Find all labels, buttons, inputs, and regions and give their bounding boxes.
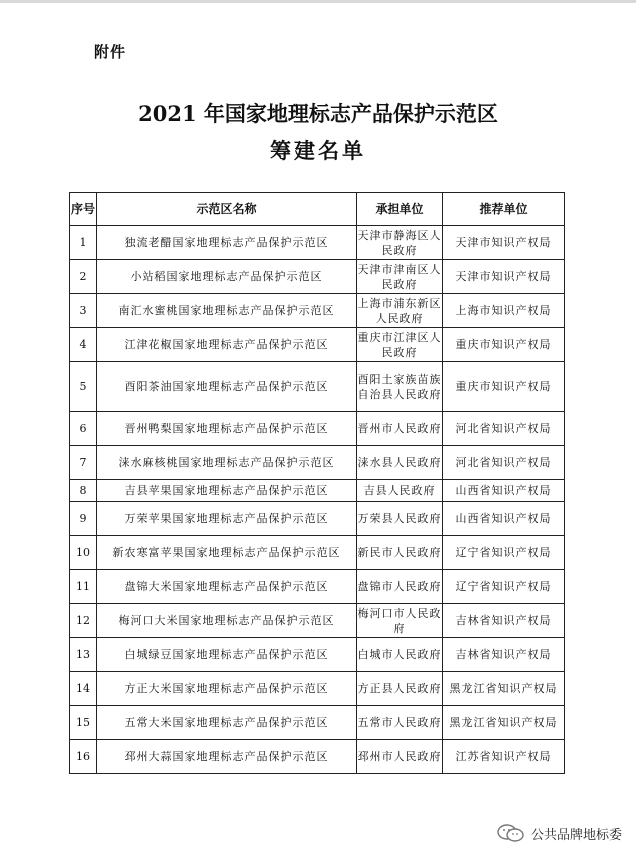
row-undertaker: 吉县人民政府 <box>357 480 443 502</box>
row-undertaker: 涞水县人民政府 <box>357 446 443 480</box>
row-recommender: 天津市知识产权局 <box>443 260 565 294</box>
row-recommender: 重庆市知识产权局 <box>443 328 565 362</box>
wechat-icon <box>496 823 526 843</box>
row-no: 2 <box>70 260 97 294</box>
watermark <box>496 823 622 843</box>
row-no: 6 <box>70 412 97 446</box>
row-recommender: 河北省知识产权局 <box>443 412 565 446</box>
row-recommender: 重庆市知识产权局 <box>443 362 565 412</box>
row-no: 10 <box>70 536 97 570</box>
table-row <box>70 638 565 672</box>
table-row <box>70 570 565 604</box>
row-undertaker: 邳州市人民政府 <box>357 740 443 774</box>
table-row <box>70 706 565 740</box>
row-name: 江津花椒国家地理标志产品保护示范区 <box>97 328 357 362</box>
table-row <box>70 362 565 412</box>
row-undertaker: 方正县人民政府 <box>357 672 443 706</box>
table-row <box>70 260 565 294</box>
row-recommender: 河北省知识产权局 <box>443 446 565 480</box>
row-undertaker: 梅河口市人民政府 <box>357 604 443 638</box>
col-header-recommender: 推荐单位 <box>443 193 565 226</box>
row-no: 9 <box>70 502 97 536</box>
row-recommender: 山西省知识产权局 <box>443 502 565 536</box>
row-name: 吉县苹果国家地理标志产品保护示范区 <box>97 480 357 502</box>
row-undertaker: 重庆市江津区人民政府 <box>357 328 443 362</box>
row-name: 小站稻国家地理标志产品保护示范区 <box>97 260 357 294</box>
row-no: 12 <box>70 604 97 638</box>
table-row <box>70 536 565 570</box>
row-undertaker: 万荣县人民政府 <box>357 502 443 536</box>
row-recommender: 上海市知识产权局 <box>443 294 565 328</box>
row-no: 4 <box>70 328 97 362</box>
table-row <box>70 502 565 536</box>
page-title: 2021 年国家地理标志产品保护示范区 <box>138 101 498 126</box>
row-undertaker: 天津市静海区人民政府 <box>357 226 443 260</box>
row-name: 邳州大蒜国家地理标志产品保护示范区 <box>97 740 357 774</box>
row-recommender: 吉林省知识产权局 <box>443 604 565 638</box>
table-row <box>70 604 565 638</box>
row-undertaker: 五常市人民政府 <box>357 706 443 740</box>
row-undertaker: 上海市浦东新区人民政府 <box>357 294 443 328</box>
row-no: 7 <box>70 446 97 480</box>
col-header-name: 示范区名称 <box>97 193 357 226</box>
row-recommender: 辽宁省知识产权局 <box>443 536 565 570</box>
attachment-label: 附件 <box>94 43 127 61</box>
row-no: 13 <box>70 638 97 672</box>
page-subtitle: 筹建名单 <box>270 138 366 163</box>
row-undertaker: 盘锦市人民政府 <box>357 570 443 604</box>
row-name: 南汇水蜜桃国家地理标志产品保护示范区 <box>97 294 357 328</box>
row-name: 梅河口大米国家地理标志产品保护示范区 <box>97 604 357 638</box>
table-row <box>70 226 565 260</box>
row-no: 11 <box>70 570 97 604</box>
row-recommender: 天津市知识产权局 <box>443 226 565 260</box>
row-name: 涞水麻核桃国家地理标志产品保护示范区 <box>97 446 357 480</box>
row-recommender: 黑龙江省知识产权局 <box>443 706 565 740</box>
watermark-text: 公共品牌地标委 <box>530 827 622 843</box>
demo-zone-table <box>69 192 565 774</box>
row-recommender: 山西省知识产权局 <box>443 480 565 502</box>
row-name: 方正大米国家地理标志产品保护示范区 <box>97 672 357 706</box>
table-row <box>70 446 565 480</box>
row-name: 盘锦大米国家地理标志产品保护示范区 <box>97 570 357 604</box>
row-recommender: 黑龙江省知识产权局 <box>443 672 565 706</box>
row-undertaker: 白城市人民政府 <box>357 638 443 672</box>
table-row <box>70 480 565 502</box>
table-row <box>70 672 565 706</box>
row-undertaker: 酉阳土家族苗族自治县人民政府 <box>357 362 443 412</box>
row-name: 万荣苹果国家地理标志产品保护示范区 <box>97 502 357 536</box>
row-recommender: 江苏省知识产权局 <box>443 740 565 774</box>
row-name: 白城绿豆国家地理标志产品保护示范区 <box>97 638 357 672</box>
row-name: 晋州鸭梨国家地理标志产品保护示范区 <box>97 412 357 446</box>
top-border <box>0 0 636 3</box>
row-undertaker: 晋州市人民政府 <box>357 412 443 446</box>
row-name: 新农寒富苹果国家地理标志产品保护示范区 <box>97 536 357 570</box>
table-row <box>70 328 565 362</box>
row-no: 3 <box>70 294 97 328</box>
row-name: 独流老醋国家地理标志产品保护示范区 <box>97 226 357 260</box>
row-recommender: 吉林省知识产权局 <box>443 638 565 672</box>
row-undertaker: 新民市人民政府 <box>357 536 443 570</box>
row-no: 5 <box>70 362 97 412</box>
table-row <box>70 294 565 328</box>
row-no: 1 <box>70 226 97 260</box>
row-no: 14 <box>70 672 97 706</box>
col-header-no: 序号 <box>70 193 97 226</box>
table-row <box>70 740 565 774</box>
row-no: 15 <box>70 706 97 740</box>
table-row <box>70 412 565 446</box>
table-header-row <box>70 193 565 226</box>
row-name: 酉阳茶油国家地理标志产品保护示范区 <box>97 362 357 412</box>
col-header-undertaker: 承担单位 <box>357 193 443 226</box>
row-no: 16 <box>70 740 97 774</box>
row-recommender: 辽宁省知识产权局 <box>443 570 565 604</box>
row-name: 五常大米国家地理标志产品保护示范区 <box>97 706 357 740</box>
row-no: 8 <box>70 480 97 502</box>
row-undertaker: 天津市津南区人民政府 <box>357 260 443 294</box>
